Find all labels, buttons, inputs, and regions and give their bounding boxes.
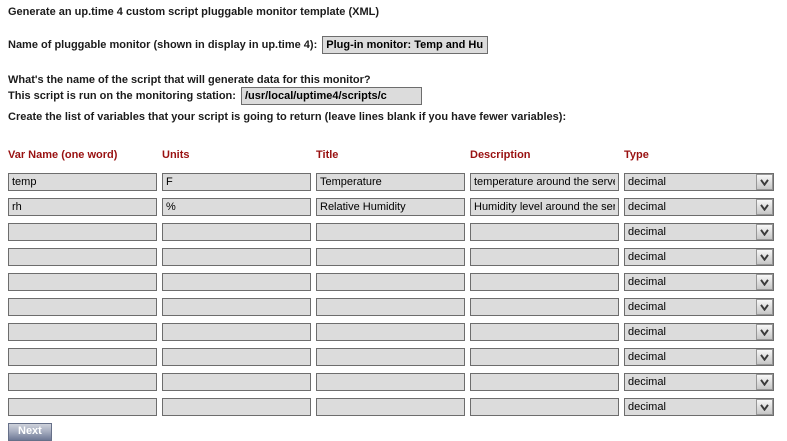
var-name-input[interactable] xyxy=(8,173,157,191)
title-input[interactable] xyxy=(316,373,465,391)
var-name-input[interactable] xyxy=(8,273,157,291)
var-name-input[interactable] xyxy=(8,323,157,341)
next-button[interactable]: Next xyxy=(8,423,52,441)
var-name-input[interactable] xyxy=(8,223,157,241)
type-combobox xyxy=(624,248,774,266)
units-input[interactable] xyxy=(162,323,311,341)
units-input[interactable] xyxy=(162,348,311,366)
units-input[interactable] xyxy=(162,198,311,216)
description-input[interactable] xyxy=(470,373,619,391)
type-combobox xyxy=(624,323,774,341)
description-input[interactable] xyxy=(470,348,619,366)
var-name-input[interactable] xyxy=(8,198,157,216)
title-input[interactable] xyxy=(316,273,465,291)
description-input[interactable] xyxy=(470,323,619,341)
type-combobox xyxy=(624,223,774,241)
column-header-var-name: Var Name (one word) xyxy=(8,149,118,161)
description-input[interactable] xyxy=(470,298,619,316)
type-select[interactable] xyxy=(624,348,774,366)
type-select[interactable] xyxy=(624,323,774,341)
column-header-units: Units xyxy=(162,149,190,161)
type-combobox xyxy=(624,373,774,391)
variables-table xyxy=(8,173,779,416)
title-input[interactable] xyxy=(316,198,465,216)
title-input[interactable] xyxy=(316,398,465,416)
title-input[interactable] xyxy=(316,323,465,341)
type-select[interactable] xyxy=(624,273,774,291)
title-input[interactable] xyxy=(316,298,465,316)
var-name-input[interactable] xyxy=(8,248,157,266)
variables-intro: Create the list of variables that your script is going to return (leave lines blank if you have fewer variables): xyxy=(8,111,567,123)
units-input[interactable] xyxy=(162,298,311,316)
monitor-name-field-row xyxy=(8,36,779,54)
type-select[interactable] xyxy=(624,373,774,391)
type-select[interactable] xyxy=(624,248,774,266)
description-input[interactable] xyxy=(470,273,619,291)
monitor-name-label: Name of pluggable monitor (shown in display in up.time 4): xyxy=(8,39,318,51)
type-combobox xyxy=(624,198,774,216)
page-title: Generate an up.time 4 custom script pluggable monitor template (XML) xyxy=(8,6,379,18)
description-input[interactable] xyxy=(470,398,619,416)
description-input[interactable] xyxy=(470,248,619,266)
column-header-type: Type xyxy=(624,149,649,161)
description-input[interactable] xyxy=(470,198,619,216)
var-name-input[interactable] xyxy=(8,348,157,366)
type-combobox xyxy=(624,173,774,191)
column-header-title: Title xyxy=(316,149,339,161)
type-combobox xyxy=(624,398,774,416)
monitor-name-input[interactable] xyxy=(322,36,488,54)
units-input[interactable] xyxy=(162,223,311,241)
variables-table-header xyxy=(8,149,779,161)
type-select[interactable] xyxy=(624,398,774,416)
script-field-block xyxy=(8,73,779,105)
title-input[interactable] xyxy=(316,348,465,366)
type-select[interactable] xyxy=(624,173,774,191)
script-question: What's the name of the script that will generate data for this monitor? xyxy=(8,74,371,86)
var-name-input[interactable] xyxy=(8,398,157,416)
var-name-input[interactable] xyxy=(8,373,157,391)
type-combobox xyxy=(624,273,774,291)
title-input[interactable] xyxy=(316,223,465,241)
description-input[interactable] xyxy=(470,223,619,241)
units-input[interactable] xyxy=(162,273,311,291)
type-select[interactable] xyxy=(624,198,774,216)
script-path-input[interactable] xyxy=(241,87,422,105)
title-input[interactable] xyxy=(316,248,465,266)
title-input[interactable] xyxy=(316,173,465,191)
type-select[interactable] xyxy=(624,298,774,316)
var-name-input[interactable] xyxy=(8,298,157,316)
units-input[interactable] xyxy=(162,373,311,391)
type-select[interactable] xyxy=(624,223,774,241)
script-path-field-row xyxy=(8,87,779,105)
units-input[interactable] xyxy=(162,398,311,416)
units-input[interactable] xyxy=(162,248,311,266)
script-path-label: This script is run on the monitoring station: xyxy=(8,90,236,102)
description-input[interactable] xyxy=(470,173,619,191)
type-combobox xyxy=(624,298,774,316)
units-input[interactable] xyxy=(162,173,311,191)
column-header-description: Description xyxy=(470,149,531,161)
type-combobox xyxy=(624,348,774,366)
